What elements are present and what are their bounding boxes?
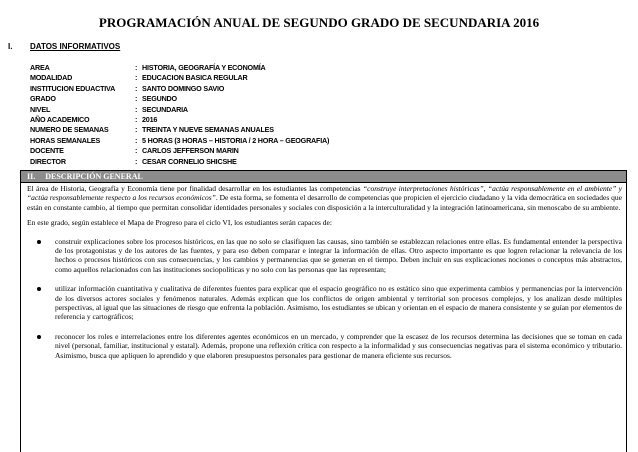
- info-colon: :: [135, 135, 138, 145]
- info-key: NIVEL: [30, 104, 51, 114]
- list-item-text: construir explicaciones sobre los procesos históricos, en las que no solo se clasifiquen las causas, sino también se establezcan relaciones entre ellas. Es fundamental entender la perspectiva de los protagonistas y de los autores de las fuentes, y para eso deben comparar e integrar la información de ellas. Otro aspecto importante es que logren relacionar la relevancia de los hechos o procesos históricos con sus consecuencias, y los cambios y permanencias que se generan en el tiempo. Deben incluir en sus explicaciones nociones o conceptos más abstractos, como aquellos relacionados con las instituciones sociopolíticas y no solo con las personas que las representan;: [55, 236, 622, 274]
- section-2-heading: [21, 171, 626, 183]
- general-description-box: [20, 170, 627, 452]
- paragraph-text: . De esta forma, se fomenta el desarrollo de competencias que propicien el ejercicio ciudadano y la vida democrática en sociedades que están en constante cambio, al tiempo que permitan consolidar identidades personales y sociales con disposición a la interculturalidad y la integración latinoamericana, sin menoscabo de su ambiente.: [27, 193, 622, 212]
- section-2-label: DESCRIPCIÓN GENERAL: [45, 172, 143, 181]
- info-colon: :: [135, 83, 138, 93]
- capabilities-list: [27, 237, 622, 360]
- section-1-number: I.: [8, 42, 13, 51]
- bullet-icon: [37, 240, 41, 244]
- info-colon: :: [135, 125, 138, 135]
- section-2-number: II.: [27, 172, 36, 181]
- intro-paragraph: En este grado, según establece el Mapa de Progreso para el ciclo VI, los estudiantes serán capaces de:: [27, 218, 332, 228]
- section-1-label: DATOS INFORMATIVOS: [30, 42, 121, 51]
- info-value: 2016: [142, 114, 158, 124]
- info-key: GRADO: [30, 94, 56, 104]
- competencies-text: “construye interpretaciones históricas”, “actúa responsablemente en el ambiente” y “actúa responsablemente respecto a los recursos económicos”: [27, 184, 622, 203]
- info-key: DIRECTOR: [30, 156, 66, 166]
- info-value: EDUCACION BASICA REGULAR: [142, 73, 248, 83]
- info-colon: :: [135, 146, 138, 156]
- list-item-text: reconocer los roles e interrelaciones entre los diferentes agentes económicos en un mercado, y comprender que la escasez de los recursos determina las decisiones que se toman en cada nivel (personal, familiar, institucional y estatal). Además, propone una reflexión crítica con respecto a la informalidad y sus consecuencias negativas para el sistema económico y tributario. Asimismo, busca que apliquen lo aprendido y que elaboren presupuestos personales para gestionar de manera eficiente sus recursos.: [55, 331, 622, 360]
- info-key: AREA: [30, 63, 50, 72]
- info-key: MODALIDAD: [30, 73, 73, 83]
- info-value: SECUNDARIA: [142, 104, 188, 114]
- info-value: CESAR CORNELIO SHICSHE: [142, 156, 237, 166]
- list-item-text: utilizar información cuantitativa y cualitativa de diferentes fuentes para explicar que el espacio geográfico no es estático sino que experimenta cambios y permanencias por la intervención de los diversos actores sociales y fenómenos naturales. Además explican que los conflictos de origen ambiental y territorial son procesos complejos, y los analizan desde múltiples perspectivas, al igual que las situaciones de riesgo que enfrenta la población. Asimismo, los estudiantes se ubican y orientan en el espacio de manera consistente y se guían por elementos de referencia y cartográficos;: [55, 284, 622, 322]
- info-colon: :: [135, 114, 138, 124]
- paragraph-text: El área de Historia, Geografía y Economía tiene por finalidad desarrollar en los estudiantes las competencias: [27, 184, 363, 193]
- list-item: [55, 332, 622, 360]
- info-value: SEGUNDO: [142, 94, 177, 104]
- info-value: SANTO DOMINGO SAVIO: [142, 83, 225, 93]
- info-colon: :: [135, 73, 138, 83]
- list-item: [55, 284, 622, 322]
- info-colon: :: [135, 156, 138, 166]
- section-1-heading: [8, 42, 120, 51]
- info-key: HORAS SEMANALES: [30, 135, 101, 145]
- info-key: AÑO ACADEMICO: [30, 114, 90, 124]
- info-key: NUMERO DE SEMANAS: [30, 125, 109, 135]
- list-item: [55, 237, 622, 275]
- bullet-icon: [37, 287, 41, 291]
- section-2-body: [21, 183, 626, 360]
- info-colon: :: [135, 63, 138, 72]
- info-colon: :: [135, 104, 138, 114]
- info-value: HISTORIA, GEOGRAFÍA Y ECONOMÍA: [142, 63, 266, 72]
- bullet-icon: [37, 335, 41, 339]
- info-key: DOCENTE: [30, 146, 64, 156]
- info-value: TREINTA Y NUEVE SEMANAS ANUALES: [142, 125, 274, 135]
- info-value: 5 HORAS (3 HORAS – HISTORIA / 2 HORA – GEOGRAFIA): [142, 135, 330, 145]
- info-value: CARLOS JEFFERSON MARIN: [142, 146, 239, 156]
- description-paragraph: [27, 184, 622, 212]
- document-title: PROGRAMACIÓN ANUAL DE SEGUNDO GRADO DE SECUNDARIA 2016: [98, 15, 540, 30]
- info-colon: :: [135, 94, 138, 104]
- info-key: INSTITUCION EDUACTIVA: [30, 83, 116, 93]
